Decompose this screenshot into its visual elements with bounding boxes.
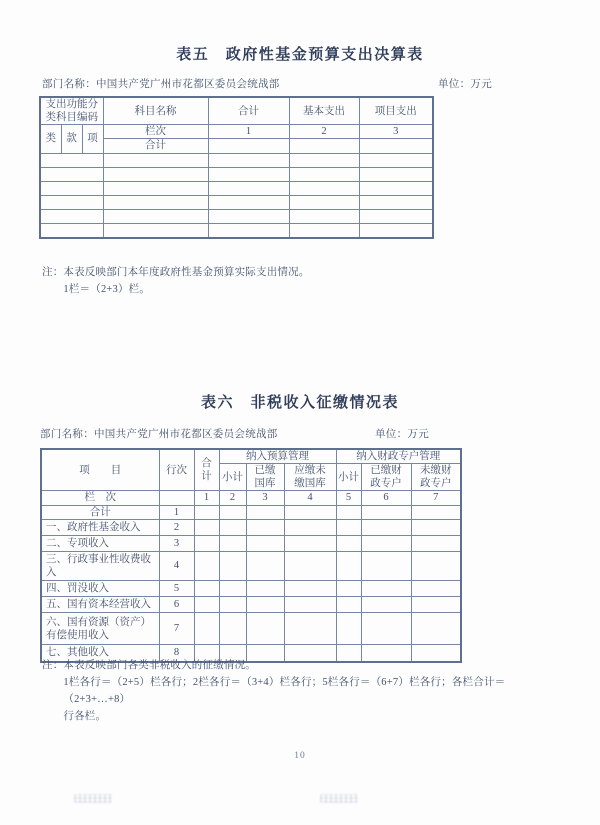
- empty-cell: [208, 195, 289, 209]
- empty-cell: [246, 535, 284, 551]
- empty-cell: [289, 223, 359, 238]
- empty-cell: [336, 581, 361, 597]
- empty-cell: [246, 519, 284, 535]
- table6-meta-row: [40, 426, 429, 441]
- table6-lanci-row: [41, 491, 461, 505]
- table-row: [41, 597, 461, 613]
- empty-cell: [208, 181, 289, 195]
- empty-cell: [411, 581, 461, 597]
- t6-header-line-no: 行次: [159, 449, 194, 491]
- empty-cell: [219, 551, 246, 580]
- note-label: 注：: [42, 660, 64, 671]
- empty-cell: [359, 181, 433, 195]
- table-row: [41, 551, 461, 580]
- t6-lanci-5: 5: [336, 491, 361, 505]
- empty-cell: [361, 597, 411, 613]
- empty-cell: [40, 209, 103, 223]
- empty-cell: [219, 597, 246, 613]
- t6-lanci-4: 4: [284, 491, 336, 505]
- empty-cell: [103, 195, 208, 209]
- t5-header-total: 合计: [208, 97, 289, 125]
- empty-cell: [411, 551, 461, 580]
- note-body: [63, 264, 522, 298]
- t6-row-label: 五、国有资本经营收入: [41, 597, 159, 613]
- t6-header-paid-fiscal: 已缴财政专户: [361, 464, 411, 491]
- table6-title: 表六 非税收入征缴情况表: [200, 395, 399, 411]
- empty-cell: [103, 181, 208, 195]
- empty-cell: [289, 153, 359, 167]
- table6-note: [42, 657, 547, 725]
- empty-cell: [361, 581, 411, 597]
- table5-empty-row: [40, 223, 433, 238]
- empty-cell: [208, 167, 289, 181]
- t6-header-unpaid-treasury: 应缴未缴国库: [284, 464, 336, 491]
- empty-cell: [284, 613, 336, 645]
- t6-header-unpaid-fiscal: 未缴财政专户: [411, 464, 461, 491]
- note-line: 1栏各行＝（2+5）栏各行；2栏各行＝（3+4）栏各行；5栏各行＝（6+7）栏各行；各栏合计＝（2+3+…+8）: [63, 677, 506, 705]
- table5-note: [42, 264, 522, 298]
- empty-cell: [246, 551, 284, 580]
- t6-row-line: 2: [159, 519, 194, 535]
- empty-cell: [194, 519, 219, 535]
- t6-row-line: 4: [159, 551, 194, 580]
- table5-department-name: 部门名称：中国共产党广州市花都区委员会统战部: [42, 79, 280, 90]
- t6-lanci-3: 3: [246, 491, 284, 505]
- t6-group-fiscal: 纳入财政专户管理: [336, 449, 461, 464]
- table5-empty-row: [40, 195, 433, 209]
- t5-lanci-2: 2: [289, 125, 359, 139]
- table5-empty-row: [40, 167, 433, 181]
- note-line: 本表反映部门各类非税收入的征缴情况。: [63, 660, 257, 671]
- t5-header-project: 项目支出: [359, 97, 433, 125]
- t6-row-label: 三、行政事业性收费收入: [41, 551, 159, 580]
- t6-row-label: 二、专项收入: [41, 535, 159, 551]
- t5-total-label: 合计: [103, 139, 208, 153]
- empty-cell: [208, 139, 289, 153]
- empty-cell: [411, 505, 461, 519]
- empty-cell: [103, 223, 208, 238]
- table5-empty-row: [40, 181, 433, 195]
- empty-cell: [40, 167, 103, 181]
- empty-cell: [411, 613, 461, 645]
- note-line: 行各栏。: [63, 711, 107, 722]
- table5-meta-row: [42, 76, 492, 91]
- t6-row-label: 一、政府性基金收入: [41, 519, 159, 535]
- t6-row-label: 七、其他收入: [41, 645, 159, 662]
- empty-cell: [208, 209, 289, 223]
- empty-cell: [246, 505, 284, 519]
- empty-cell: [289, 167, 359, 181]
- table-row: [41, 505, 461, 519]
- empty-cell: [411, 535, 461, 551]
- empty-cell: [361, 613, 411, 645]
- table5-title: 表五 政府性基金预算支出决算表: [176, 47, 424, 63]
- empty-cell: [208, 153, 289, 167]
- empty-cell: [194, 551, 219, 580]
- t6-row-line: 6: [159, 597, 194, 613]
- t6-header-paid-treasury: 已缴国库: [246, 464, 284, 491]
- empty-cell: [194, 597, 219, 613]
- t6-row-line: 8: [159, 645, 194, 662]
- note-line: 1栏＝（2+3）栏。: [63, 284, 151, 295]
- empty-cell: [336, 519, 361, 535]
- empty-cell: [359, 209, 433, 223]
- table-row: [41, 535, 461, 551]
- note-label: 注：: [42, 267, 64, 278]
- empty-cell: [289, 195, 359, 209]
- empty-cell: [194, 535, 219, 551]
- t6-header-total: 合计: [194, 449, 219, 491]
- t6-row-line: 7: [159, 613, 194, 645]
- empty-cell: [219, 505, 246, 519]
- empty-cell: [40, 195, 103, 209]
- ink-bleed-artifact: [320, 794, 358, 803]
- t6-lanci-label: 栏 次: [41, 491, 159, 505]
- empty-cell: [361, 535, 411, 551]
- t5-subcol-lei: 类: [40, 125, 61, 153]
- table5-grid: [39, 96, 434, 239]
- empty-cell: [219, 535, 246, 551]
- empty-cell: [208, 223, 289, 238]
- empty-cell: [246, 581, 284, 597]
- empty-cell: [289, 209, 359, 223]
- empty-cell: [194, 613, 219, 645]
- empty-cell: [359, 139, 433, 153]
- empty-cell: [103, 167, 208, 181]
- empty-cell: [284, 551, 336, 580]
- empty-cell: [194, 581, 219, 597]
- empty-cell: [284, 581, 336, 597]
- t6-lanci-7: 7: [411, 491, 461, 505]
- empty-cell: [284, 519, 336, 535]
- t5-header-basic: 基本支出: [289, 97, 359, 125]
- table5-empty-row: [40, 209, 433, 223]
- empty-cell: [103, 209, 208, 223]
- t6-lanci-1: 1: [194, 491, 219, 505]
- t6-lanci-2: 2: [219, 491, 246, 505]
- empty-cell: [246, 613, 284, 645]
- empty-cell: [40, 181, 103, 195]
- table5-unit-label: 单位：万元: [438, 79, 492, 90]
- table5-lanci-row: [40, 125, 433, 139]
- t6-row-label: 合计: [41, 505, 159, 519]
- table-row: [41, 613, 461, 645]
- t6-row-line: 1: [159, 505, 194, 519]
- t6-row-label: 四、罚没收入: [41, 581, 159, 597]
- empty-cell: [103, 153, 208, 167]
- t6-group-budget: 纳入预算管理: [219, 449, 336, 464]
- t6-header-fiscal-subtotal: 小计: [336, 464, 361, 491]
- table5-header-row: [40, 97, 433, 125]
- empty-cell: [289, 181, 359, 195]
- empty-cell: [361, 551, 411, 580]
- t5-lanci-1: 1: [208, 125, 289, 139]
- empty-cell: [219, 613, 246, 645]
- table6-grid: [40, 448, 462, 663]
- empty-cell: [40, 223, 103, 238]
- t6-row-line: 5: [159, 581, 194, 597]
- table5-empty-row: [40, 153, 433, 167]
- empty-cell: [336, 597, 361, 613]
- empty-cell: [336, 505, 361, 519]
- empty-cell: [284, 597, 336, 613]
- t5-header-code: 支出功能分类科目编码: [40, 97, 103, 125]
- empty-cell: [40, 153, 103, 167]
- table6-department-name: 部门名称：中国共产党广州市花都区委员会统战部: [40, 429, 278, 440]
- t6-header-item: 项 目: [41, 449, 159, 491]
- table-row: [41, 581, 461, 597]
- t6-header-budget-subtotal: 小计: [219, 464, 246, 491]
- empty-cell: [336, 551, 361, 580]
- empty-cell: [411, 519, 461, 535]
- t6-lanci-6: 6: [361, 491, 411, 505]
- ink-bleed-artifact: [74, 794, 112, 803]
- note-body: [63, 657, 547, 725]
- table6-group-header-row: [41, 449, 461, 464]
- t6-row-line: 3: [159, 535, 194, 551]
- empty-cell: [194, 505, 219, 519]
- empty-cell: [159, 491, 194, 505]
- empty-cell: [359, 153, 433, 167]
- table-row: [41, 519, 461, 535]
- empty-cell: [361, 505, 411, 519]
- empty-cell: [411, 597, 461, 613]
- t5-lanci-3: 3: [359, 125, 433, 139]
- empty-cell: [359, 223, 433, 238]
- empty-cell: [219, 581, 246, 597]
- empty-cell: [284, 505, 336, 519]
- page-number: 10: [294, 751, 306, 761]
- empty-cell: [284, 535, 336, 551]
- empty-cell: [361, 519, 411, 535]
- empty-cell: [219, 519, 246, 535]
- empty-cell: [246, 597, 284, 613]
- note-line: 本表反映部门本年度政府性基金预算实际支出情况。: [63, 267, 310, 278]
- t5-lanci-label: 栏次: [103, 125, 208, 139]
- empty-cell: [336, 613, 361, 645]
- t6-row-label: 六、国有资源（资产）有偿使用收入: [41, 613, 159, 645]
- t5-header-subject: 科目名称: [103, 97, 208, 125]
- empty-cell: [359, 167, 433, 181]
- table6-unit-label: 单位：万元: [375, 429, 429, 440]
- t5-subcol-kuan: 款: [61, 125, 82, 153]
- t5-subcol-xiang: 项: [82, 125, 103, 153]
- empty-cell: [336, 535, 361, 551]
- empty-cell: [359, 195, 433, 209]
- empty-cell: [289, 139, 359, 153]
